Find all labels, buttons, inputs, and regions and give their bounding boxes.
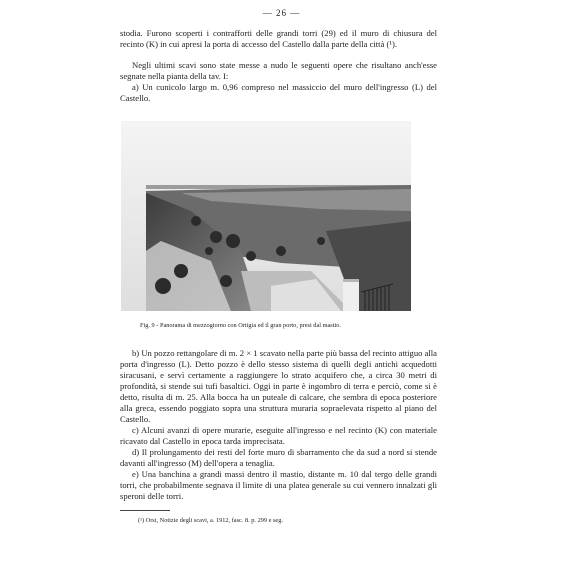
footnote-rule: [120, 510, 170, 511]
figure-caption: Fig. 9 - Panorama di mezzogiorno con Ortigia ed il gran porto, presi dal mastio.: [140, 322, 341, 329]
footnote: (¹) Orsi, Notizie degli scavi, a. 1912, fasc. 8. p. 299 e seg.: [138, 517, 283, 524]
panorama-photo: [121, 121, 411, 311]
paragraph-recent-excavations: Negli ultimi scavi sono state messe a nudo le seguenti opere che risultano anch'esse segnate nella pianta della tav. I:: [120, 60, 437, 81]
paragraph-item-a: a) Un cunicolo largo m. 0,96 compreso nel massiccio del muro dell'ingresso (L) del Castello.: [120, 82, 437, 103]
paragraph-item-e: e) Una banchina a grandi massi dentro il mastio, distante m. 10 dal tergo delle grandi torri, che probabilmente segnava il limite di una platea generale su cui vennero innalzati gli speroni delle torri.: [120, 469, 437, 501]
paragraph-item-b: b) Un pozzo rettangolare di m. 2 × 1 scavato nella parte più bassa del recinto attiguo alla porta d'ingresso (L). Detto pozzo è dello stesso sistema di quelli degli antichi acquedotti siracusani, e servì certamente a raggiungere lo strato acquifero che, a circa 30 metri di profondità, si stende sui tufi basaltici. Oggi in parte è ingombro di terra e perciò, come si è detto, risulta di m. 25. Alla bocca ha un puteale di calcare, che sembra di epoca posteriore alla greca, essendo poggiato sopra una struttura muraria sopraelevata rispetto al piano del Castello.: [120, 348, 437, 424]
paragraph-item-d: d) Il prolungamento dei resti del forte muro di sbarramento che da sud a nord si stende davanti all'ingresso (M) dell'opera a tenaglia.: [120, 447, 437, 468]
paragraph-intro: stodia. Furono scoperti i contrafforti delle grandi torri (29) ed il muro di chiusura del recinto (K) in cui apresi la porta di accesso del Castello dalla parte della città (¹).: [120, 28, 437, 49]
paragraph-item-c: c) Alcuni avanzi di opere murarie, eseguite all'ingresso e nel recinto (K) con materiale ricavato dal Castello in epoca tarda imprecisata.: [120, 425, 437, 446]
page-number: — 26 —: [262, 8, 301, 18]
